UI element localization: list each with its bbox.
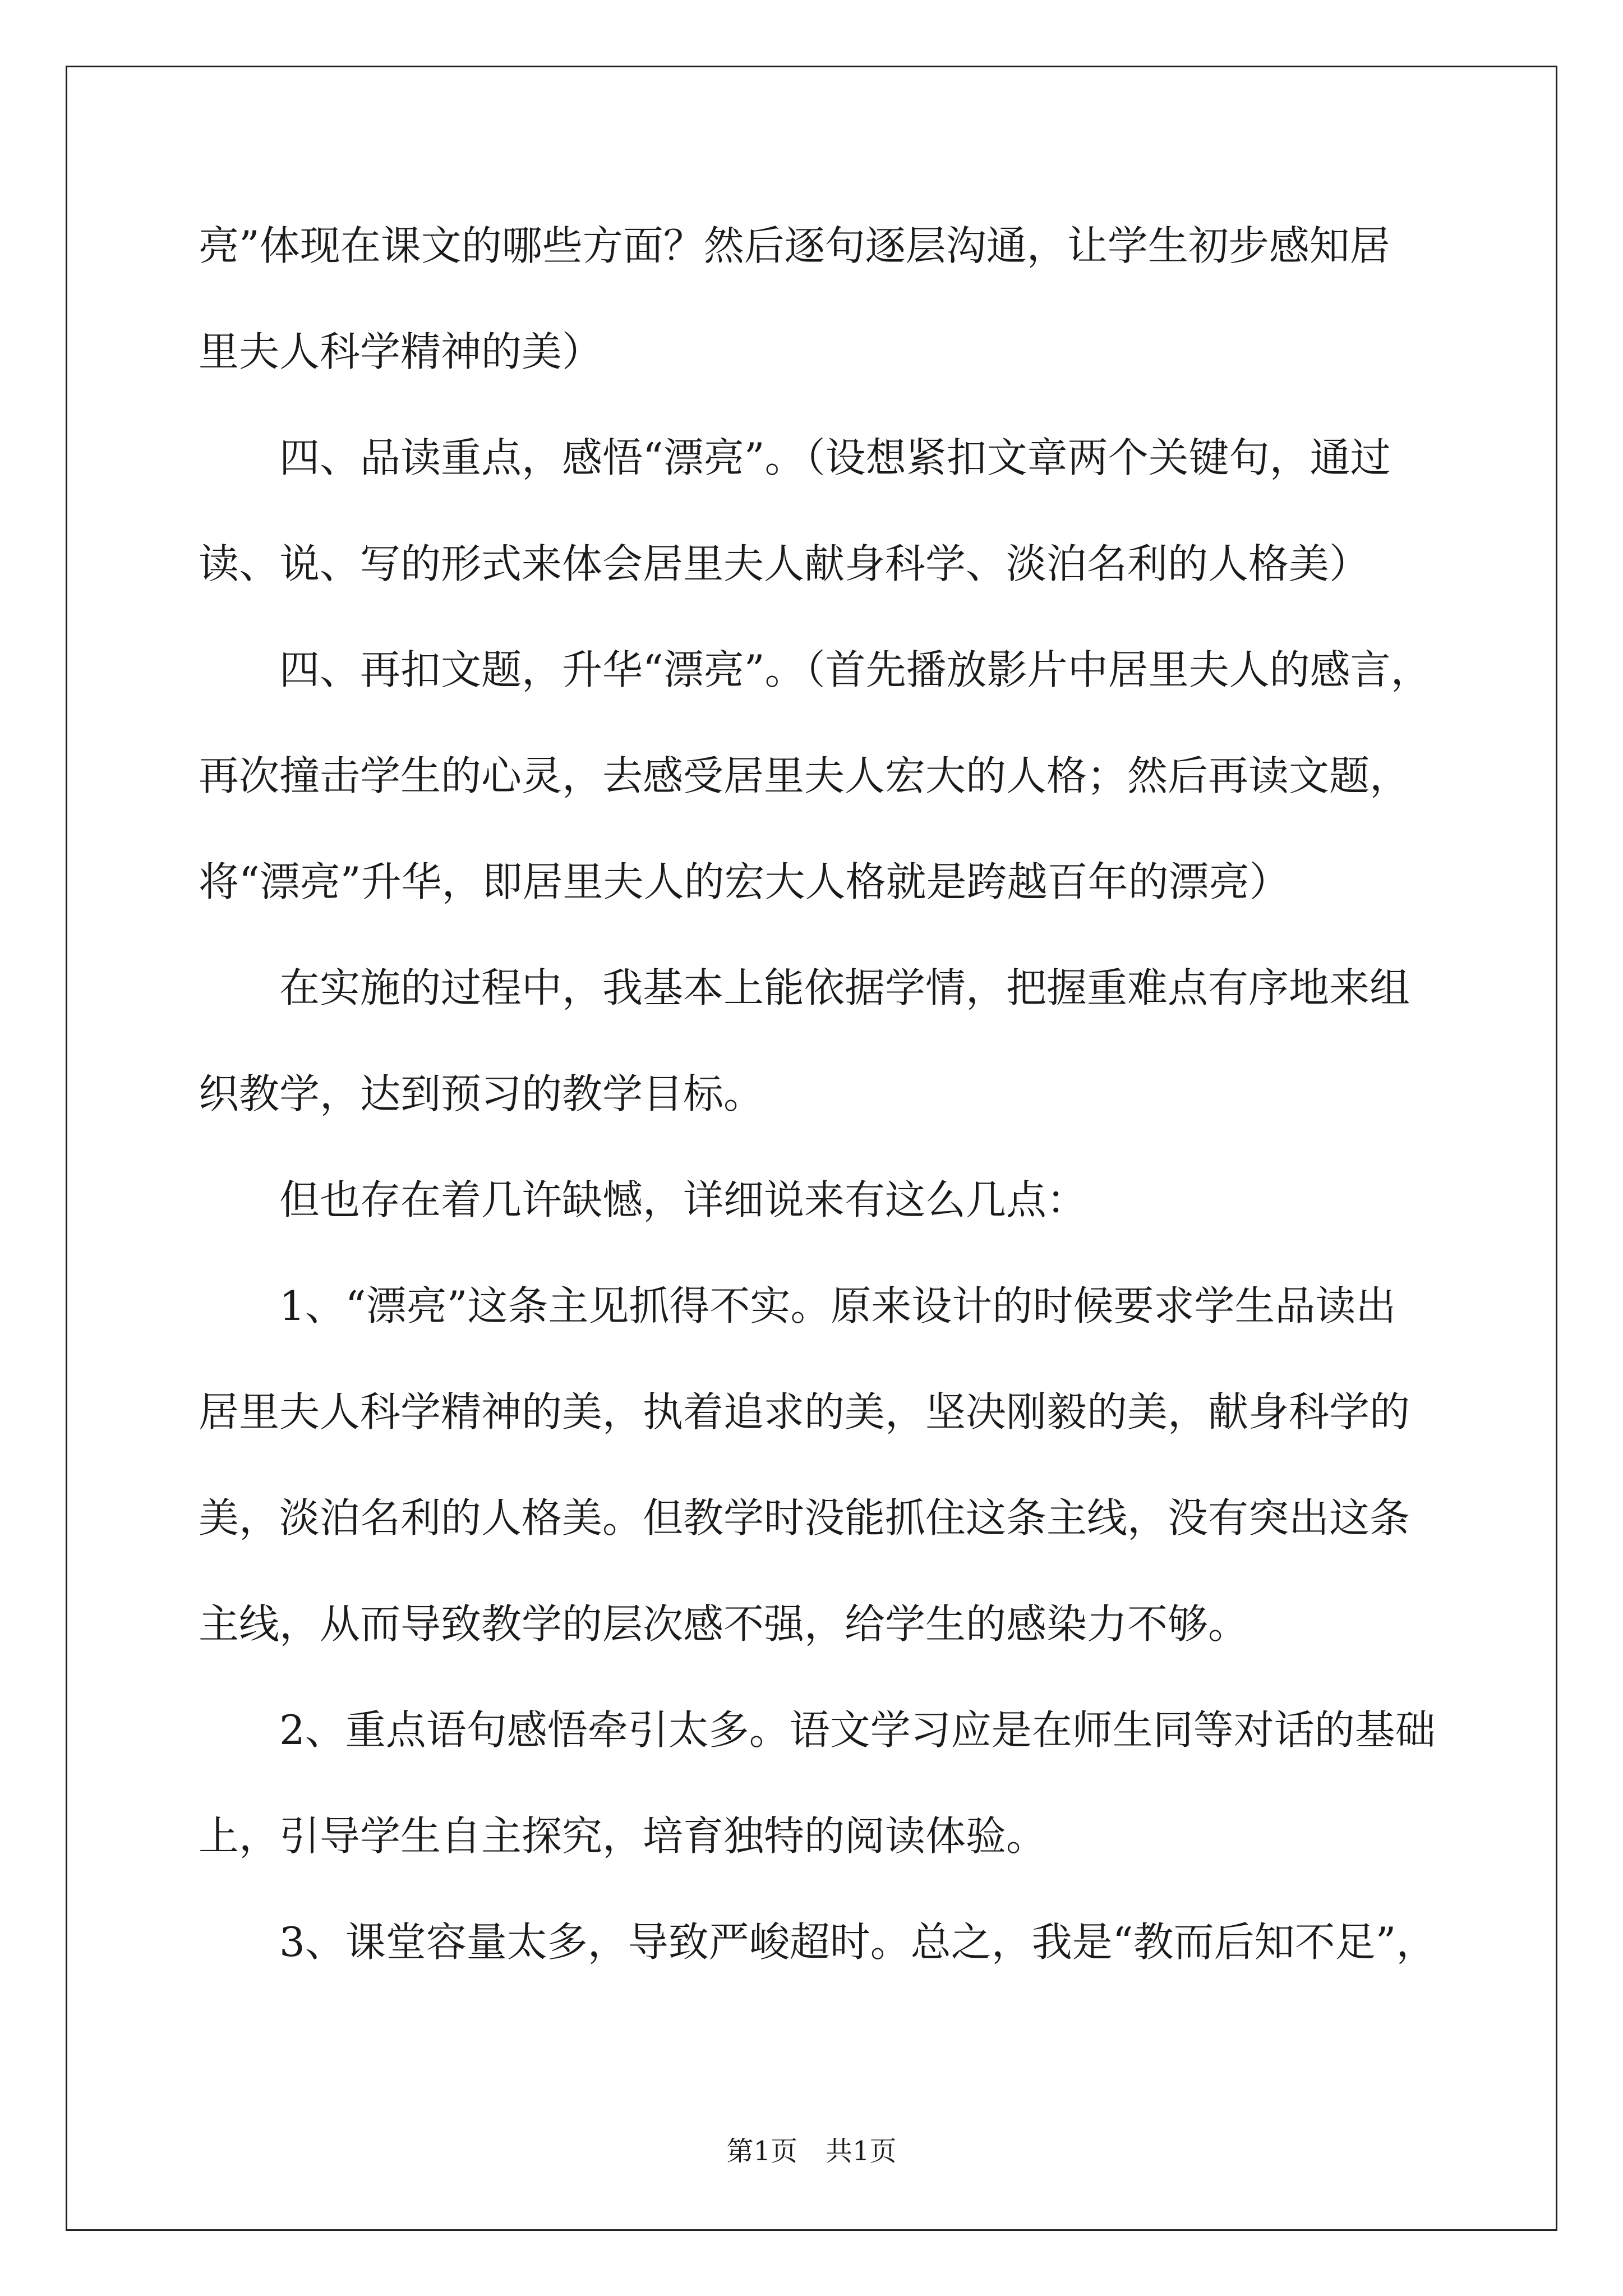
text-line: 将“漂亮”升华，即居里夫人的宏大人格就是跨越百年的漂亮） [199, 858, 1290, 905]
text-line: 读、说、写的形式来体会居里夫人献身科学、淡泊名利的人格美） [199, 540, 1370, 587]
page-footer [0, 2132, 1623, 2171]
text-line: 居里夫人科学精神的美，执着追求的美，坚决刚毅的美，献身科学的 [199, 1388, 1410, 1435]
text-line: 亮”体现在课文的哪些方面？然后逐句逐层沟通，让学生初步感知居 [199, 222, 1390, 269]
text-line: 再次撞击学生的心灵，去感受居里夫人宏大的人格；然后再读文题， [199, 752, 1410, 799]
text-line: 2、重点语句感悟牵引太多。语文学习应是在师生同等对话的基础 [199, 1706, 1436, 1754]
page-number: 第1页 [726, 2136, 797, 2167]
text-line: 织教学，达到预习的教学目标。 [199, 1070, 764, 1117]
text-line: 四、品读重点，感悟“漂亮”。（设想紧扣文章两个关键句，通过 [199, 434, 1391, 481]
text-line: 3、课堂容量太多，导致严峻超时。总之，我是“教而后知不足”， [199, 1918, 1437, 1966]
page-border [66, 66, 1557, 2231]
page-total: 共1页 [826, 2136, 897, 2167]
text-line: 四、再扣文题，升华“漂亮”。（首先播放影片中居里夫人的感言， [199, 646, 1431, 693]
text-line: 1、“漂亮”这条主见抓得不实。原来设计的时候要求学生品读出 [199, 1282, 1396, 1329]
text-line: 主线，从而导致教学的层次感不强，给学生的感染力不够。 [199, 1600, 1249, 1648]
text-line: 在实施的过程中，我基本上能依据学情，把握重难点有序地来组 [199, 964, 1410, 1011]
text-line: 里夫人科学精神的美） [199, 328, 603, 375]
text-line: 美，淡泊名利的人格美。但教学时没能抓住这条主线，没有突出这条 [199, 1494, 1410, 1542]
text-line: 但也存在着几许缺憾，详细说来有这么几点： [199, 1176, 1087, 1223]
text-line: 上，引导学生自主探究，培育独特的阅读体验。 [199, 1812, 1047, 1860]
